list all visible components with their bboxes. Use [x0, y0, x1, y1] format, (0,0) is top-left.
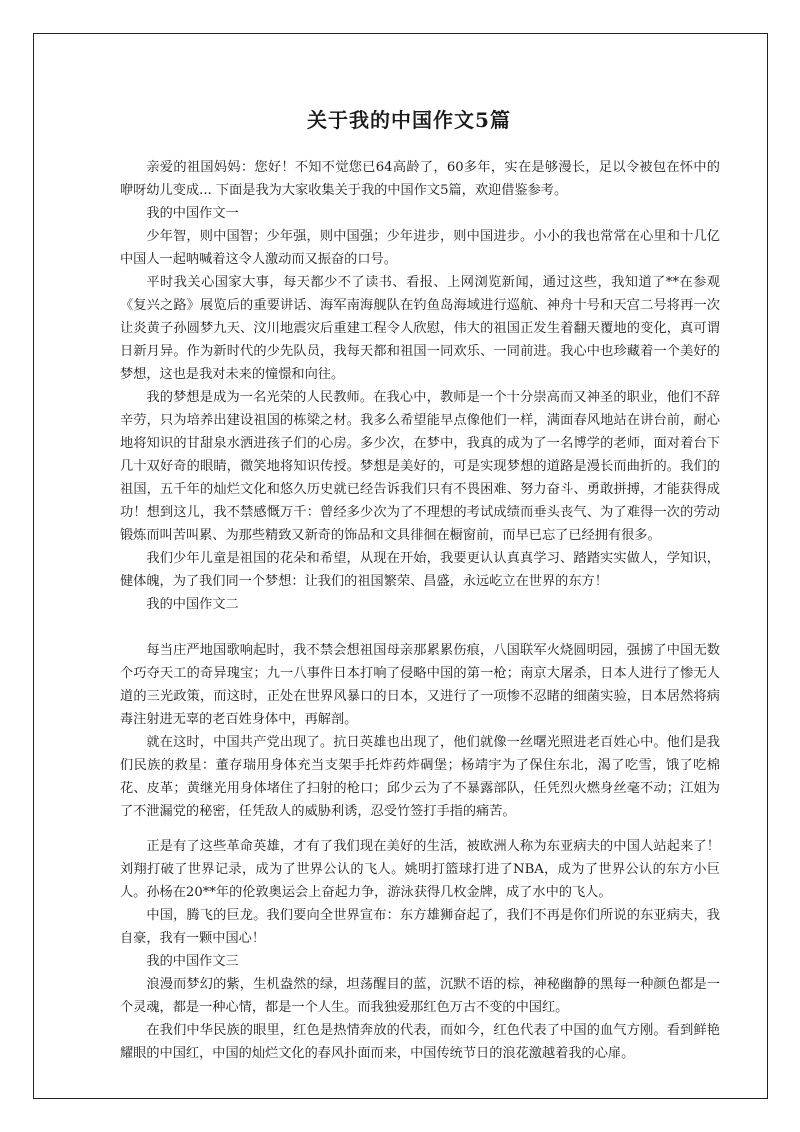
essay2-paragraph: 每当庄严地国歌响起时，我不禁会想祖国母亲那累累伤痕，八国联军火烧圆明园，强掳了中国无数个巧夺天工的奇异瑰宝；九一八事件日本打响了侵略中国的第一枪；南京大屠杀，日本人进行了惨无人道的三光政策，而这时，正处在世界风暴口的日本，又进行了一项惨不忍睹的细菌实验，日本居然将病毒注射进无辜的老百姓身体中，再解剖。 [120, 643, 720, 727]
essay1-paragraph: 我们少年儿童是祖国的花朵和希望，从现在开始，我要更认认真真学习、踏踏实实做人，学知识，健体魄，为了我们同一个梦想：让我们的祖国繁荣、昌盛，永远屹立在世界的东方！ [120, 551, 720, 589]
intro-paragraph: 亲爱的祖国妈妈：您好！不知不觉您已64高龄了，60多年，实在是够漫长，足以令被包在怀中的咿呀幼儿变成... 下面是我为大家收集关于我的中国作文5篇，欢迎借鉴参考。 [120, 160, 720, 198]
paragraph-gap [120, 616, 720, 639]
essay2-paragraph: 就在这时，中国共产党出现了。抗日英雄也出现了，他们就像一丝曙光照进老百姓心中。他们是我们民族的救星：董存瑞用身体充当支架手托炸药炸碉堡；杨靖宇为了保住东北，渴了吃雪，饿了吃棉花、皮革；黄继光用身体堵住了扫射的枪口；邱少云为了不暴露部队，任凭烈火燃身丝毫不动；江姐为了不泄漏党的秘密，任凭敌人的威胁利诱，忍受竹签打手指的痛苦。 [120, 735, 720, 819]
essay2-paragraph: 正是有了这些革命英雄，才有了我们现在美好的生活，被欧洲人称为东亚病夫的中国人站起来了！刘翔打破了世界记录，成为了世界公认的飞人。姚明打篮球打进了NBA，成为了世界公认的东方小巨人。孙杨在20**年的伦敦奥运会上奋起力争，游泳获得几枚金牌，成了水中的飞人。 [120, 839, 720, 900]
document-page [33, 33, 768, 1099]
essay3-paragraph: 在我们中华民族的眼里，红色是热情奔放的代表，而如今，红色代表了中国的血气方刚。看到鲜艳耀眼的中国红，中国的灿烂文化的春风扑面而来，中国传统节日的浪花激越着我的心扉。 [120, 1023, 720, 1061]
essay2-paragraph: 中国，腾飞的巨龙。我们要向全世界宣布：东方雄狮奋起了，我们不再是你们所说的东亚病夫，我自豪，我有一颗中国心！ [120, 908, 720, 946]
document-title: 关于我的中国作文5篇 [307, 108, 511, 132]
essay3-heading: 我的中国作文三 [146, 954, 239, 969]
essay1-paragraph: 少年智，则中国智；少年强，则中国强；少年进步，则中国进步。小小的我也常常在心里和十几亿中国人一起呐喊着这令人激动而又振奋的口号。 [120, 229, 720, 267]
essay1-heading: 我的中国作文一 [146, 206, 239, 221]
paragraph-gap [120, 823, 720, 835]
essay1-paragraph: 我的梦想是成为一名光荣的人民教师。在我心中，教师是一个十分崇高而又神圣的职业，他们不辞辛劳，只为培养出建设祖国的栋梁之材。我多么希望能早点像他们一样，满面春风地站在讲台前，耐心地将知识的甘甜泉水洒进孩子们的心房。多少次，在梦中，我真的成为了一名博学的老师，面对着台下几十双好奇的眼睛，微笑地将知识传授。梦想是美好的，可是实现梦想的道路是漫长而曲折的。我们的祖国，五千年的灿烂文化和悠久历史就已经告诉我们只有不畏困难、努力奋斗、勇敢拼搏，才能获得成功！想到这儿，我不禁感慨万千：曾经多少次为了不理想的考试成绩而垂头丧气、为了难得一次的劳动锻炼而叫苦叫累、为那些精致又新奇的饰品和文具徘徊在橱窗前，而早已忘了已经拥有很多。 [120, 390, 720, 543]
document-body [120, 34, 720, 1065]
essay3-paragraph: 浪漫而梦幻的紫，生机盎然的绿，坦荡醒目的蓝，沉默不语的棕，神秘幽静的黑每一种颜色都是一个灵魂，都是一种心情，都是一个人生。而我独爱那红色万古不变的中国红。 [120, 977, 720, 1015]
essay2-heading: 我的中国作文二 [146, 597, 239, 612]
essay1-paragraph: 平时我关心国家大事，每天都少不了读书、看报、上网浏览新闻，通过这些，我知道了**在参观《复兴之路》展览后的重要讲话、海军南海舰队在钓鱼岛海域进行巡航、神舟十号和天宫二号将再一次让炎黄子孙圆梦九天、汶川地震灾后重建工程令人欣慰，伟大的祖国正发生着翻天覆地的变化，真可谓日新月异。作为新时代的少先队员，我每天都和祖国一同欢乐、一同前进。我心中也珍藏着一个美好的梦想，这也是我对未来的憧憬和向往。 [120, 275, 720, 382]
